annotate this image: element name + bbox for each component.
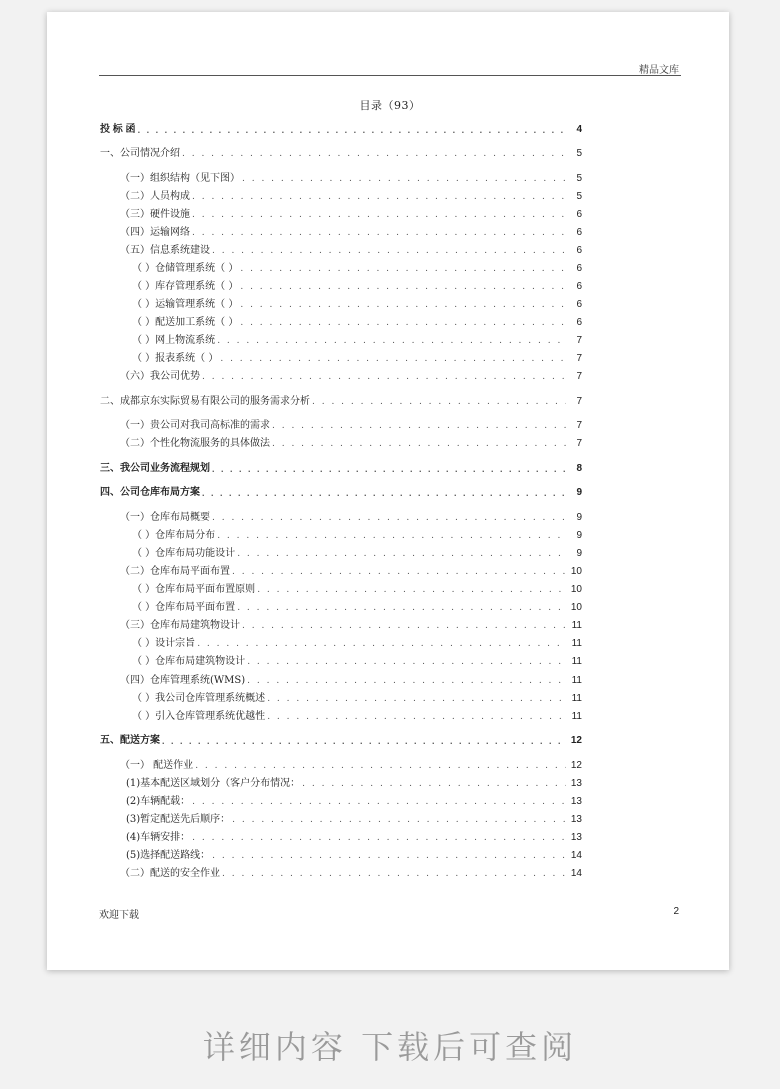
toc-entry-page: 10 <box>570 566 582 577</box>
toc-entry-label: （三）硬件设施 <box>120 209 190 220</box>
toc-entry[interactable] <box>100 618 582 632</box>
toc-leader-dots <box>212 512 566 524</box>
toc-entry-label: （ ）设计宗旨 <box>132 638 196 649</box>
toc-entry-label: （ ）仓库布局分布 <box>132 530 216 541</box>
toc-entry-page: 9 <box>576 512 582 523</box>
toc-entry-label: （二）人员构成 <box>120 191 190 202</box>
toc-entry[interactable] <box>100 812 582 826</box>
toc-entry-label: （三）仓库布局建筑物设计 <box>120 620 240 631</box>
toc-leader-dots <box>192 227 566 239</box>
toc-entry[interactable] <box>100 189 582 203</box>
toc-leader-dots <box>232 814 566 826</box>
toc-entry-page: 11 <box>571 711 582 722</box>
toc-leader-dots <box>192 191 566 203</box>
toc-leader-dots <box>202 371 566 383</box>
toc-entry-label: （二）仓库布局平面布置 <box>120 566 230 577</box>
toc-entry[interactable] <box>100 485 582 499</box>
toc-entry-label: (3)暂定配送先后顺序： <box>126 814 231 825</box>
toc-entry-page: 6 <box>576 317 582 328</box>
toc-leader-dots <box>195 760 566 772</box>
toc-entry[interactable] <box>100 351 582 365</box>
toc-leader-dots <box>240 299 566 311</box>
toc-entry-label: (4)车辆安排： <box>126 832 191 843</box>
toc-leader-dots <box>302 778 566 790</box>
toc-entry-page: 13 <box>570 814 582 825</box>
toc-entry-page: 5 <box>576 148 582 159</box>
toc-entry-page: 12 <box>570 735 582 746</box>
toc-entry[interactable] <box>100 709 582 723</box>
toc-entry[interactable] <box>100 830 582 844</box>
toc-leader-dots <box>217 530 566 542</box>
toc-entry-label: （ ）运输管理系统（ ） <box>132 299 239 310</box>
toc-entry-label: 二、成都京东实际贸易有限公司的服务需求分析 <box>100 396 310 407</box>
toc-leader-dots <box>272 420 566 432</box>
toc-entry-page: 10 <box>570 584 582 595</box>
toc-entry[interactable] <box>100 122 582 136</box>
toc-entry-label: （ ）配送加工系统（ ） <box>132 317 239 328</box>
toc-entry-label: （ ）引入仓库管理系统优越性 <box>132 711 266 722</box>
toc-entry-label: （ ）仓储管理系统（ ） <box>132 263 239 274</box>
toc-entry[interactable] <box>100 776 582 790</box>
toc-entry-page: 13 <box>570 778 582 789</box>
toc-leader-dots <box>272 438 566 450</box>
toc-leader-dots <box>312 396 566 408</box>
toc-entry[interactable] <box>100 794 582 808</box>
toc-entry-label: （ ）报表系统（ ） <box>132 353 219 364</box>
toc-leader-dots <box>237 548 566 560</box>
toc-entry-page: 8 <box>576 463 582 474</box>
toc-entry[interactable] <box>100 333 582 347</box>
toc-entry-page: 10 <box>570 602 582 613</box>
toc-entry-label: (2)车辆配载： <box>126 796 191 807</box>
header-rule <box>99 75 681 76</box>
toc-entry-label: （一）贵公司对我司高标准的需求 <box>120 420 270 431</box>
toc-entry-label: （六）我公司优势 <box>120 371 200 382</box>
toc-leader-dots <box>212 245 566 257</box>
toc-leader-dots <box>232 566 566 578</box>
toc-entry-page: 6 <box>576 209 582 220</box>
toc-entry[interactable] <box>100 848 582 862</box>
toc-entry[interactable] <box>100 418 582 432</box>
toc-entry[interactable] <box>100 171 582 185</box>
toc-entry-label: （ ）网上物流系统 <box>132 335 216 346</box>
toc-entry-page: 13 <box>570 832 582 843</box>
toc-entry[interactable] <box>100 146 582 160</box>
toc-leader-dots <box>257 584 566 596</box>
toc-leader-dots <box>267 711 566 723</box>
toc-entry[interactable] <box>100 297 582 311</box>
toc-leader-dots <box>192 796 566 808</box>
toc-entry-label: （ ）仓库布局平面布置原则 <box>132 584 256 595</box>
toc-entry[interactable] <box>100 225 582 239</box>
toc-entry-page: 11 <box>571 675 582 686</box>
toc-entry-label: （ ）仓库布局平面布置 <box>132 602 236 613</box>
toc-entry-page: 6 <box>576 281 582 292</box>
toc-entry-label: （ ）库存管理系统（ ） <box>132 281 239 292</box>
toc-entry-label: （二）个性化物流服务的具体做法 <box>120 438 270 449</box>
toc-entry[interactable] <box>100 691 582 705</box>
toc-entry-label: （四）仓库管理系统(WMS) <box>120 675 246 686</box>
toc-leader-dots <box>240 263 566 275</box>
toc-leader-dots <box>202 487 566 499</box>
toc-entry-page: 9 <box>576 487 582 498</box>
toc-entry-page: 7 <box>576 396 582 407</box>
toc-entry-page: 7 <box>576 438 582 449</box>
toc-entry[interactable] <box>100 436 582 450</box>
toc-entry[interactable] <box>100 564 582 578</box>
toc-leader-dots <box>247 656 566 668</box>
toc-entry-page: 12 <box>570 760 582 771</box>
toc-entry-label: （ ）我公司仓库管理系统概述 <box>132 693 266 704</box>
toc-leader-dots <box>192 832 566 844</box>
toc-leader-dots <box>267 693 566 705</box>
toc-leader-dots <box>237 602 566 614</box>
toc-entry-page: 11 <box>571 656 582 667</box>
toc-entry-page: 6 <box>576 299 582 310</box>
toc-entry-label: 五、配送方案 <box>100 735 160 746</box>
toc-leader-dots <box>240 281 566 293</box>
toc-entry-page: 11 <box>571 638 582 649</box>
footer-text: 欢迎下载 <box>99 910 139 921</box>
toc-entry-page: 4 <box>576 124 582 135</box>
toc-entry[interactable] <box>100 654 582 668</box>
toc-entry[interactable] <box>100 461 582 475</box>
toc-leader-dots <box>138 124 566 136</box>
toc-leader-dots <box>197 638 566 650</box>
toc-entry[interactable] <box>100 243 582 257</box>
toc-entry[interactable] <box>100 261 582 275</box>
toc-entry-page: 5 <box>576 173 582 184</box>
toc-leader-dots <box>220 353 566 365</box>
toc-leader-dots <box>182 148 566 160</box>
toc-entry[interactable] <box>100 394 582 408</box>
toc-entry-label: (1)基本配送区域划分（客户分布情况： <box>126 778 301 789</box>
toc-entry-label: （ ）仓库布局功能设计 <box>132 548 236 559</box>
toc-leader-dots <box>247 675 566 687</box>
toc-entry-label: （一）组织结构（见下图） <box>120 173 240 184</box>
toc-entry[interactable] <box>100 636 582 650</box>
toc-entry-page: 14 <box>570 868 582 879</box>
toc-entry-page: 11 <box>571 620 582 631</box>
toc-entry-page: 7 <box>576 420 582 431</box>
toc-entry[interactable] <box>100 600 582 614</box>
toc-entry-label: 投 标 函 <box>100 124 136 135</box>
toc-entry-page: 13 <box>570 796 582 807</box>
toc-entry[interactable] <box>100 279 582 293</box>
toc-leader-dots <box>242 173 566 185</box>
toc-leader-dots <box>212 850 566 862</box>
toc-entry-page: 9 <box>576 530 582 541</box>
toc-leader-dots <box>217 335 566 347</box>
toc-entry[interactable] <box>100 369 582 383</box>
toc-entry-page: 9 <box>576 548 582 559</box>
toc-entry-label: 三、我公司业务流程规划 <box>100 463 210 474</box>
toc-entry-page: 7 <box>576 371 582 382</box>
toc-leader-dots <box>240 317 566 329</box>
toc-title: 目录（93） <box>359 99 421 112</box>
header-text: 精品文库 <box>639 65 679 76</box>
toc-entry[interactable] <box>100 315 582 329</box>
toc-entry-label: (5)选择配送路线： <box>126 850 211 861</box>
toc-entry[interactable] <box>100 758 582 772</box>
toc-entry-label: （ ）仓库布局建筑物设计 <box>132 656 246 667</box>
toc-entry[interactable] <box>100 528 582 542</box>
toc-entry[interactable] <box>100 582 582 596</box>
footer-page-number: 2 <box>673 906 679 917</box>
toc-entry[interactable] <box>100 673 582 687</box>
toc-entry[interactable] <box>100 510 582 524</box>
toc-entry-page: 5 <box>576 191 582 202</box>
toc-entry-page: 6 <box>576 263 582 274</box>
toc-entry-label: 一、公司情况介绍 <box>100 148 180 159</box>
toc-entry-page: 7 <box>576 353 582 364</box>
toc-leader-dots <box>162 735 566 747</box>
toc-entry-label: 四、公司仓库布局方案 <box>100 487 200 498</box>
toc-entry-label: （一）仓库布局概要 <box>120 512 210 523</box>
download-banner[interactable]: 详细内容 下载后可查阅 <box>202 1028 578 1066</box>
toc-leader-dots <box>242 620 566 632</box>
toc-leader-dots <box>222 868 566 880</box>
toc-leader-dots <box>192 209 566 221</box>
toc-entry[interactable] <box>100 207 582 221</box>
toc-entry-label: （二）配送的安全作业 <box>120 868 220 879</box>
toc-entry-page: 6 <box>576 245 582 256</box>
toc-entry-page: 11 <box>571 693 582 704</box>
toc-entry-label: （一） 配送作业 <box>120 760 194 771</box>
toc-entry-page: 7 <box>576 335 582 346</box>
toc-entry[interactable] <box>100 733 582 747</box>
toc-entry-page: 6 <box>576 227 582 238</box>
toc-entry-page: 14 <box>570 850 582 861</box>
toc-entry[interactable] <box>100 546 582 560</box>
toc-entry[interactable] <box>100 866 582 880</box>
toc-entry-label: （五）信息系统建设 <box>120 245 210 256</box>
toc-entry-label: （四）运输网络 <box>120 227 190 238</box>
toc-leader-dots <box>212 463 566 475</box>
